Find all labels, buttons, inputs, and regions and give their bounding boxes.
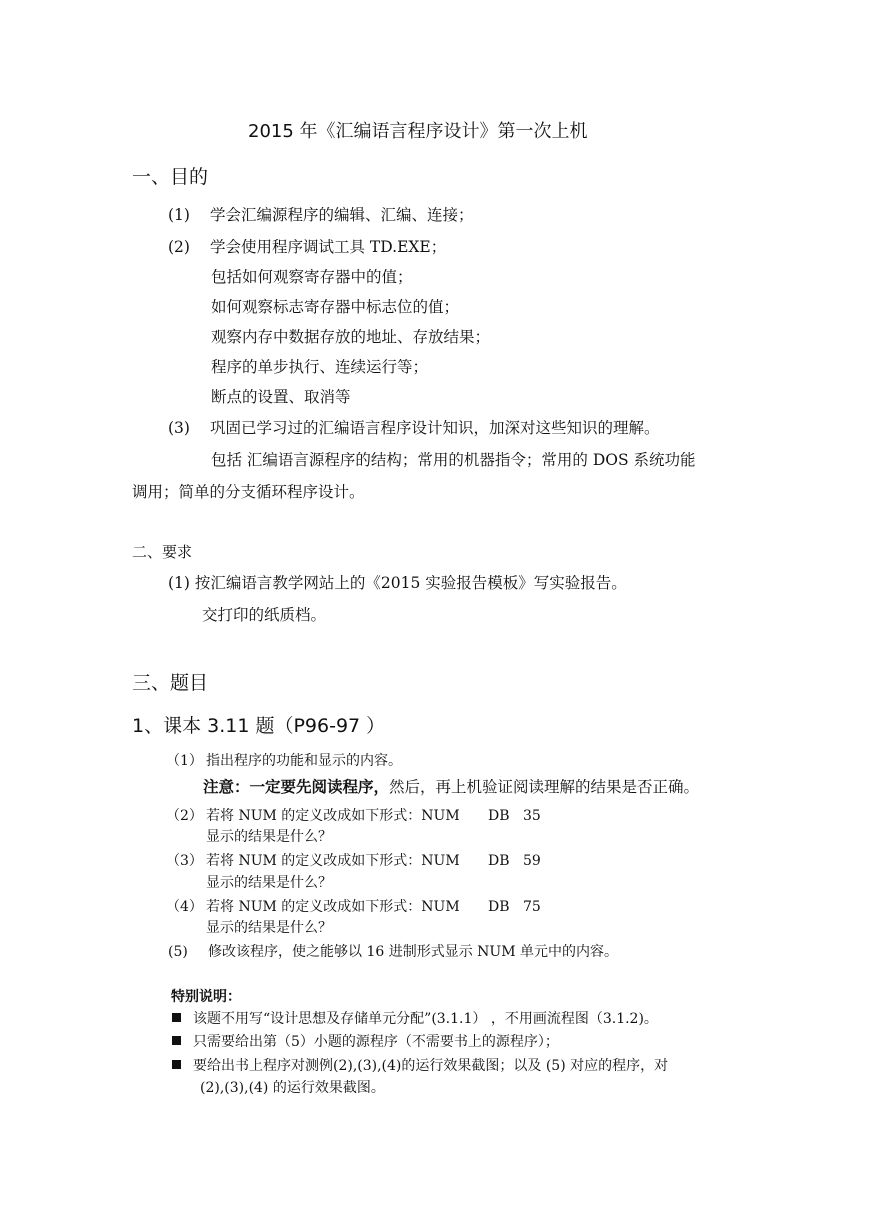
list-item: [168, 416, 660, 438]
item-text: 巩固已学习过的汇编语言程序设计知识，加深对这些知识的理解。: [210, 419, 660, 437]
follow-line: 显示的结果是什么？: [206, 829, 332, 845]
sub-line: 观察内存中数据存放的地址、存放结果；: [211, 328, 491, 346]
item-number: （4）: [166, 899, 203, 915]
follow-line: 显示的结果是什么？: [206, 875, 332, 891]
item-text: 若将 NUM 的定义改成如下形式：NUM: [206, 808, 460, 824]
item-number: (2): [168, 238, 190, 256]
square-bullet-icon: [172, 1013, 181, 1022]
bullet-text: 只需要给出第（5）小题的源程序（不需要书上的源程序）；: [193, 1034, 559, 1050]
item-number: （1）: [166, 753, 203, 769]
bullet-continuation: (2),(3),(4) 的运行效果截图。: [200, 1080, 385, 1096]
square-bullet-icon: [172, 1036, 181, 1045]
item-number: （3）: [166, 853, 203, 869]
db-keyword: DB: [488, 899, 510, 915]
paragraph-line: 调用；简单的分支循环程序设计。: [132, 483, 365, 501]
section-heading-requirements: 二、要求: [132, 543, 193, 561]
list-item: [166, 896, 541, 916]
db-value: 59: [523, 853, 541, 869]
sub-line: 断点的设置、取消等: [211, 388, 351, 406]
document-title: 2015 年《汇编语言程序设计》第一次上机: [248, 121, 588, 142]
bullet-text: 要给出书上程序对测例(2),(3),(4)的运行效果截图；以及 (5) 对应的程序，对: [193, 1058, 669, 1074]
item-text: 学会汇编源程序的编辑、汇编、连接；: [210, 206, 474, 224]
item-text: 修改该程序，使之能够以 16 进制形式显示 NUM 单元中的内容。: [208, 944, 618, 960]
paragraph-line: 交打印的纸质档。: [202, 606, 327, 624]
list-item: [168, 203, 474, 225]
bullet-item: [172, 1031, 559, 1051]
paragraph-line: 包括 汇编语言源程序的结构；常用的机器指令；常用的 DOS 系统功能: [211, 451, 696, 469]
special-notes-heading: 特别说明：: [171, 989, 241, 1005]
list-item: [166, 750, 402, 770]
follow-line: 显示的结果是什么？: [206, 920, 332, 936]
item-text: 指出程序的功能和显示的内容。: [206, 753, 402, 769]
problem-heading: 1、课本 3.11 题（P96-97 ）: [132, 715, 386, 737]
note-emphasis: 注意：一定要先阅读程序，: [203, 777, 390, 796]
section-heading-problems: 三、题目: [132, 672, 209, 694]
list-item: [166, 805, 541, 825]
list-item: [168, 235, 446, 257]
item-number: (1): [168, 206, 190, 224]
bullet-item: [172, 1008, 658, 1028]
bullet-item: [172, 1055, 668, 1075]
item-text: 学会使用程序调试工具 TD.EXE；: [210, 238, 447, 256]
item-text: 若将 NUM 的定义改成如下形式：NUM: [206, 853, 460, 869]
list-item: [166, 850, 541, 870]
db-value: 75: [523, 899, 541, 915]
db-value: 35: [523, 808, 541, 824]
note-line: [203, 775, 699, 797]
bullet-text: 该题不用写“设计思想及存储单元分配”(3.1.1） ，不用画流程图（3.1.2)。: [193, 1011, 658, 1027]
sub-line: 程序的单步执行、连续运行等；: [211, 358, 429, 376]
sub-line: 包括如何观察寄存器中的值；: [211, 268, 413, 286]
item-text: 若将 NUM 的定义改成如下形式：NUM: [206, 899, 460, 915]
list-item: [168, 941, 618, 961]
note-text: 然后，再上机验证阅读理解的结果是否正确。: [389, 778, 700, 796]
square-bullet-icon: [172, 1060, 181, 1069]
db-keyword: DB: [488, 853, 510, 869]
db-keyword: DB: [488, 808, 510, 824]
item-number: (3): [168, 419, 190, 437]
item-number: (5): [168, 944, 188, 960]
item-number: （2）: [166, 808, 203, 824]
section-heading-purpose: 一、目的: [132, 166, 209, 188]
list-item: (1) 按汇编语言教学网站上的《2015 实验报告模板》写实验报告。: [168, 574, 627, 592]
sub-line: 如何观察标志寄存器中标志位的值；: [211, 298, 460, 316]
